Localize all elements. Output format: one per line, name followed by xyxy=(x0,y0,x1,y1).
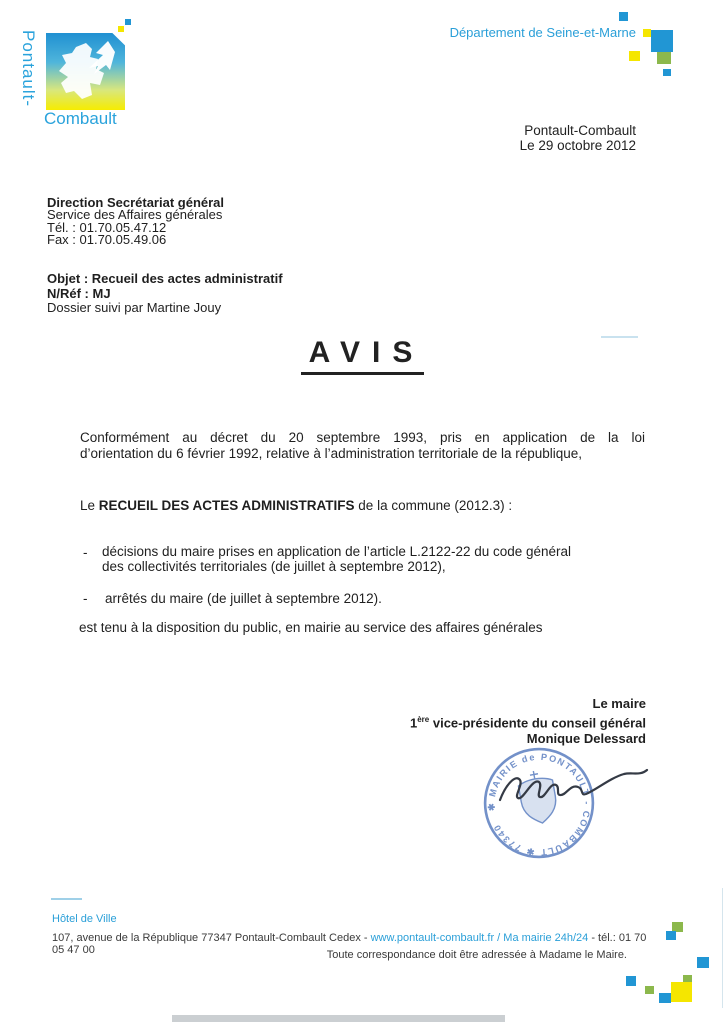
decor-square-green xyxy=(645,986,654,994)
decor-square-yellow xyxy=(118,26,124,32)
decor-square-blue xyxy=(619,12,628,21)
sender-tel: Tél. : 01.70.05.47.12 xyxy=(47,219,167,235)
signature-ink-graphic xyxy=(492,758,652,814)
decor-square-green xyxy=(657,52,671,64)
decor-square-blue xyxy=(626,976,636,986)
bullet-item xyxy=(102,545,580,575)
sender-block xyxy=(47,197,224,247)
decor-square-blue xyxy=(697,957,709,968)
decor-square-yellow xyxy=(629,51,640,61)
bullet-line: des collectivités territoriales (de juillet à septembre 2012), xyxy=(102,558,446,574)
subtitle-rest: vice-présidente du conseil général xyxy=(429,714,646,730)
recueil-line xyxy=(80,498,660,513)
handwritten-signature xyxy=(492,758,652,814)
logo-map-graphic xyxy=(46,33,125,110)
signature-subtitle xyxy=(300,712,646,731)
paragraph-line: d’orientation du 6 février 1992, relative à l’administration territoriale de la république, xyxy=(80,445,583,461)
decor-square-blue xyxy=(663,69,671,76)
signature-title: Le maire xyxy=(592,696,646,711)
logo-vertical-text: Pontault- xyxy=(19,30,38,108)
ordinal-suffix: ère xyxy=(417,714,430,724)
reference-block xyxy=(47,272,283,316)
scan-artifact-line xyxy=(601,336,638,338)
decor-square-blue-large xyxy=(651,30,673,52)
decor-square-blue xyxy=(125,19,131,25)
signature-stroke xyxy=(500,770,647,800)
letter-date: Le 29 octobre 2012 xyxy=(519,138,636,153)
bullet-item: arrêtés du maire (de juillet à septembre 2012). xyxy=(105,591,382,606)
sender-fax: Fax : 01.70.05.49.06 xyxy=(47,232,167,248)
decor-square-blue xyxy=(666,931,676,940)
nref-line: N/Réf : MJ xyxy=(47,285,111,301)
recueil-pre: Le xyxy=(80,498,99,513)
logo-bottom-text: Combault xyxy=(44,109,117,128)
page-title: AVIS xyxy=(301,336,425,375)
signature-block xyxy=(300,696,646,746)
paragraph-line: Conformément au décret du 20 septembre 1993, pris en application de la loi xyxy=(80,430,645,445)
website-link: www.pontault-combault.fr / Ma mairie 24h/24 xyxy=(370,932,589,944)
address-pre: 107, avenue de la République 77347 Pontault-Combault Cedex - xyxy=(52,932,371,944)
decor-square-blue xyxy=(659,993,671,1003)
body-paragraph-1 xyxy=(80,430,645,461)
decor-square-yellow xyxy=(643,29,651,37)
objet-line: Objet : Recueil des actes administratif xyxy=(47,271,283,286)
city-name: Pontault-Combault xyxy=(524,123,636,138)
ordinal-number: 1 xyxy=(410,714,418,730)
footer-rule xyxy=(51,898,82,900)
bullet-dash: - xyxy=(83,591,88,606)
footer-hotel-de-ville: Hôtel de Ville xyxy=(52,913,117,925)
title-wrap xyxy=(0,336,725,375)
dossier-line: Dossier suivi par Martine Jouy xyxy=(47,300,222,316)
bullet-line: décisions du maire prises en application de l’article L.2122-22 du code général xyxy=(102,544,572,559)
footer-correspondence-note: Toute correspondance doit être adressée à Madame le Maire. xyxy=(326,949,627,961)
sender-direction: Direction Secrétariat général xyxy=(47,195,225,210)
recueil-bold: RECUEIL DES ACTES ADMINISTRATIFS xyxy=(98,498,355,513)
city-logo xyxy=(46,33,125,110)
address-post: - tél.: 01 70 05 47 00 xyxy=(52,932,647,956)
department-name: Département de Seine-et-Marne xyxy=(449,25,636,40)
city-date-block xyxy=(450,123,636,153)
closing-line: est tenu à la disposition du public, en mairie au service des affaires générales xyxy=(79,620,543,635)
bullet-dash: - xyxy=(83,545,88,560)
stamp-text: ✱ MAIRIE de PONTAULT - COMBAULT ✱ 77340 xyxy=(486,751,593,858)
scan-edge-line xyxy=(722,888,723,1008)
scan-edge-bar xyxy=(172,1015,505,1022)
recueil-post: de la commune (2012.3) : xyxy=(354,498,513,513)
sender-service: Service des Affaires générales xyxy=(47,207,223,223)
signature-name: Monique Delessard xyxy=(526,730,646,746)
decor-square-yellow-large xyxy=(671,982,692,1002)
